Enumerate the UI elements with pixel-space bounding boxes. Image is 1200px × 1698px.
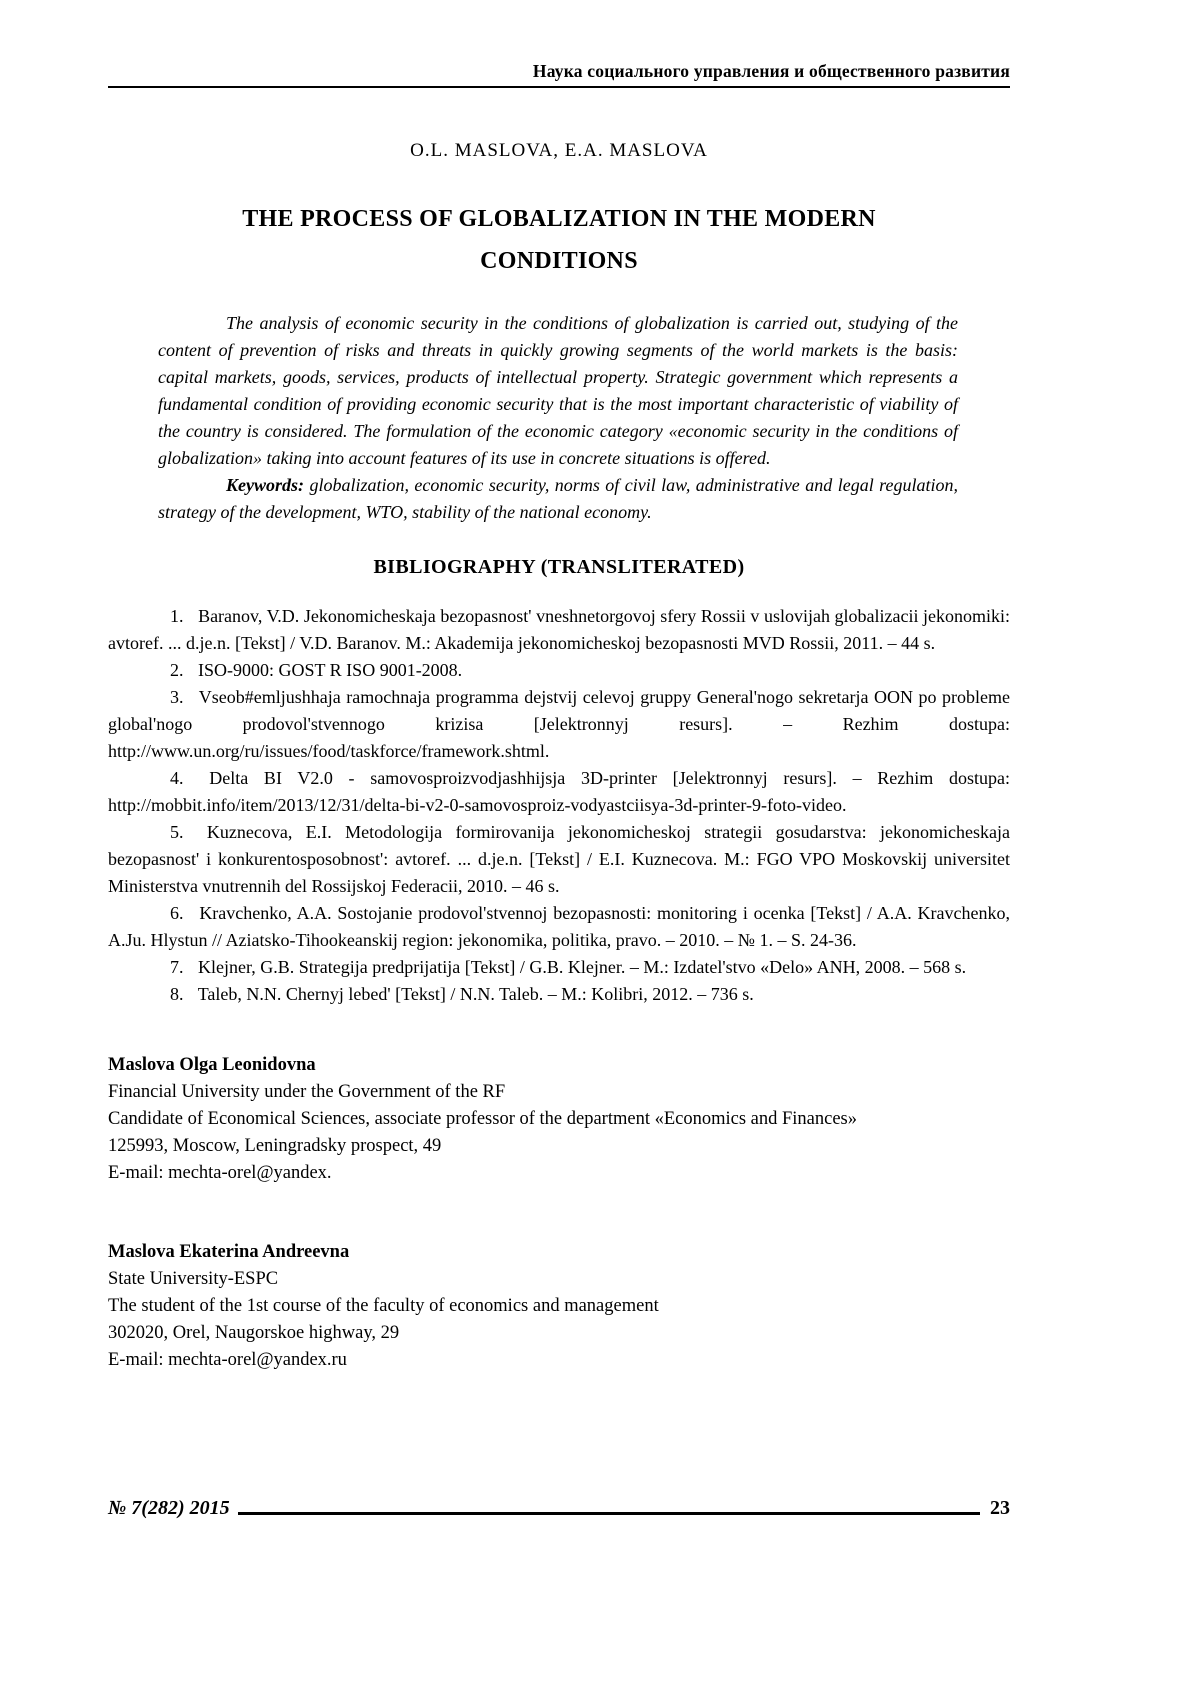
- bibliography-item-number: 3.: [170, 687, 184, 707]
- bibliography-item-text: Vseob#emljushhaja ramochnaja programma dejstvij celevoj gruppy General'nogo sekretarja OON po probleme global'nogo prodovol'stvennogo krizisa [Jelektronnyj resurs]. – Rezhim dostupa: http://www.un.org/ru/issues/food/taskforce/framework.shtml.: [108, 687, 1010, 761]
- bibliography-item-number: 7.: [170, 957, 184, 977]
- abstract-text: The analysis of economic security in the conditions of globalization is carried out, studying of the content of prevention of risks and threats in quickly growing segments of the world markets is the basis: capital markets, goods, services, products of intellectual property. Strategic government which represents a fundamental condition of providing economic security that is the most important characteristic of viability of the country is considered. The formulation of the economic category «economic security in the conditions of globalization» taking into account features of its use in concrete situations is offered.: [158, 313, 958, 468]
- author-degree: The student of the 1st course of the faculty of economics and management: [108, 1296, 659, 1316]
- bibliography-item-text: ISO-9000: GOST R ISO 9001-2008.: [198, 660, 463, 680]
- author-name: Maslova Olga Leonidovna: [108, 1055, 316, 1075]
- author-email: E-mail: mechta-orel@yandex.ru: [108, 1350, 347, 1370]
- running-head: [108, 60, 1010, 88]
- author-address: 125993, Moscow, Leningradsky prospect, 49: [108, 1136, 442, 1156]
- bibliography-item-number: 6.: [170, 903, 184, 923]
- bibliography-item-number: 1.: [170, 606, 184, 626]
- bibliography-item-number: 8.: [170, 984, 184, 1004]
- author-affiliation: Financial University under the Government of the RF: [108, 1082, 506, 1102]
- article-title: THE PROCESS OF GLOBALIZATION IN THE MODERN CONDITIONS: [242, 206, 876, 274]
- author-affiliation: State University-ESPC: [108, 1269, 279, 1289]
- bibliography-item: [108, 819, 1010, 900]
- bibliography-item-number: 5.: [170, 822, 184, 842]
- page-number: 23: [990, 1497, 1010, 1519]
- bibliography-item-text: Klejner, G.B. Strategija predprijatija [Tekst] / G.B. Klejner. – M.: Izdatel'stvo «Delo» ANH, 2008. – 568 s.: [198, 957, 967, 977]
- bibliography-item: [108, 657, 1010, 684]
- keywords-label: Keywords:: [226, 475, 304, 495]
- bibliography-item: [108, 900, 1010, 954]
- bibliography-item-text: Kravchenko, A.A. Sostojanie prodovol'stvennoj bezopasnosti: monitoring i ocenka [Tekst] / A.A. Kravchenko, A.Ju. Hlystun // Aziatsko-Tihookeanskij region: jekonomika, politika, pravo. – 2010. – № 1. – S. 24-36.: [108, 903, 1010, 950]
- bibliography-item: [108, 684, 1010, 765]
- bibliography-item-text: Taleb, N.N. Chernyj lebed' [Tekst] / N.N. Taleb. – M.: Kolibri, 2012. – 736 s.: [197, 984, 754, 1004]
- author-info-block: [108, 1052, 1010, 1187]
- issue-number: № 7(282) 2015: [108, 1497, 230, 1519]
- bibliography-item-number: 2.: [170, 660, 184, 680]
- bibliography-item: [108, 765, 1010, 819]
- bibliography-item: [108, 954, 1010, 981]
- author-address: 302020, Orel, Naugorskoe highway, 29: [108, 1323, 400, 1343]
- author-email: E-mail: mechta-orel@yandex.: [108, 1163, 332, 1183]
- page-footer: [108, 1497, 1010, 1520]
- bibliography-list: [108, 603, 1010, 1008]
- bibliography-item-number: 4.: [170, 768, 184, 788]
- abstract-block: [108, 310, 1010, 526]
- bibliography-heading: BIBLIOGRAPHY (TRANSLITERATED): [373, 556, 745, 578]
- header-rule: [108, 86, 1010, 88]
- bibliography-item-text: Delta BI V2.0 - samovosproizvodjashhijsja 3D-printer [Jelektronnyj resurs]. – Rezhim dostupa: http://mobbit.info/item/2013/12/31/delta-bi-v2-0-samovosproiz-vodyastciisya-3d-printer-9-foto-video.: [108, 768, 1010, 815]
- author-name: Maslova Ekaterina Andreevna: [108, 1242, 350, 1262]
- keywords-paragraph: [158, 472, 958, 526]
- bibliography-item-text: Baranov, V.D. Jekonomicheskaja bezopasnost' vneshnetorgovoj sfery Rossii v uslovijah globalizacii jekonomiki: avtoref. ... d.je.n. [Tekst] / V.D. Baranov. M.: Akademija jekonomicheskoj bezopasnosti MVD Rossii, 2011. – 44 s.: [108, 606, 1011, 653]
- footer-rule: [238, 1512, 980, 1515]
- bibliography-item: [108, 981, 1010, 1008]
- article-authors: O.L. MASLOVA, E.A. MASLOVA: [410, 140, 708, 161]
- keywords-text: globalization, economic security, norms of civil law, administrative and legal regulation, strategy of the development, WTO, stability of the national economy.: [158, 475, 958, 522]
- bibliography-item-text: Kuznecova, E.I. Metodologija formirovanija jekonomicheskoj strategii gosudarstva: jekonomicheskaja bezopasnost' i konkurentosposobnost': avtoref. ... d.je.n. [Tekst] / E.I. Kuznecova. M.: FGO VPO Moskovskij universitet Ministerstva vnutrennih del Rossijskoj Federacii, 2010. – 46 s.: [108, 822, 1011, 896]
- author-info-block: [108, 1239, 1010, 1374]
- bibliography-item: [108, 603, 1010, 657]
- journal-title: Наука социального управления и общественного развития: [532, 61, 1010, 81]
- author-degree: Candidate of Economical Sciences, associate professor of the department «Economics and Finances»: [108, 1109, 858, 1129]
